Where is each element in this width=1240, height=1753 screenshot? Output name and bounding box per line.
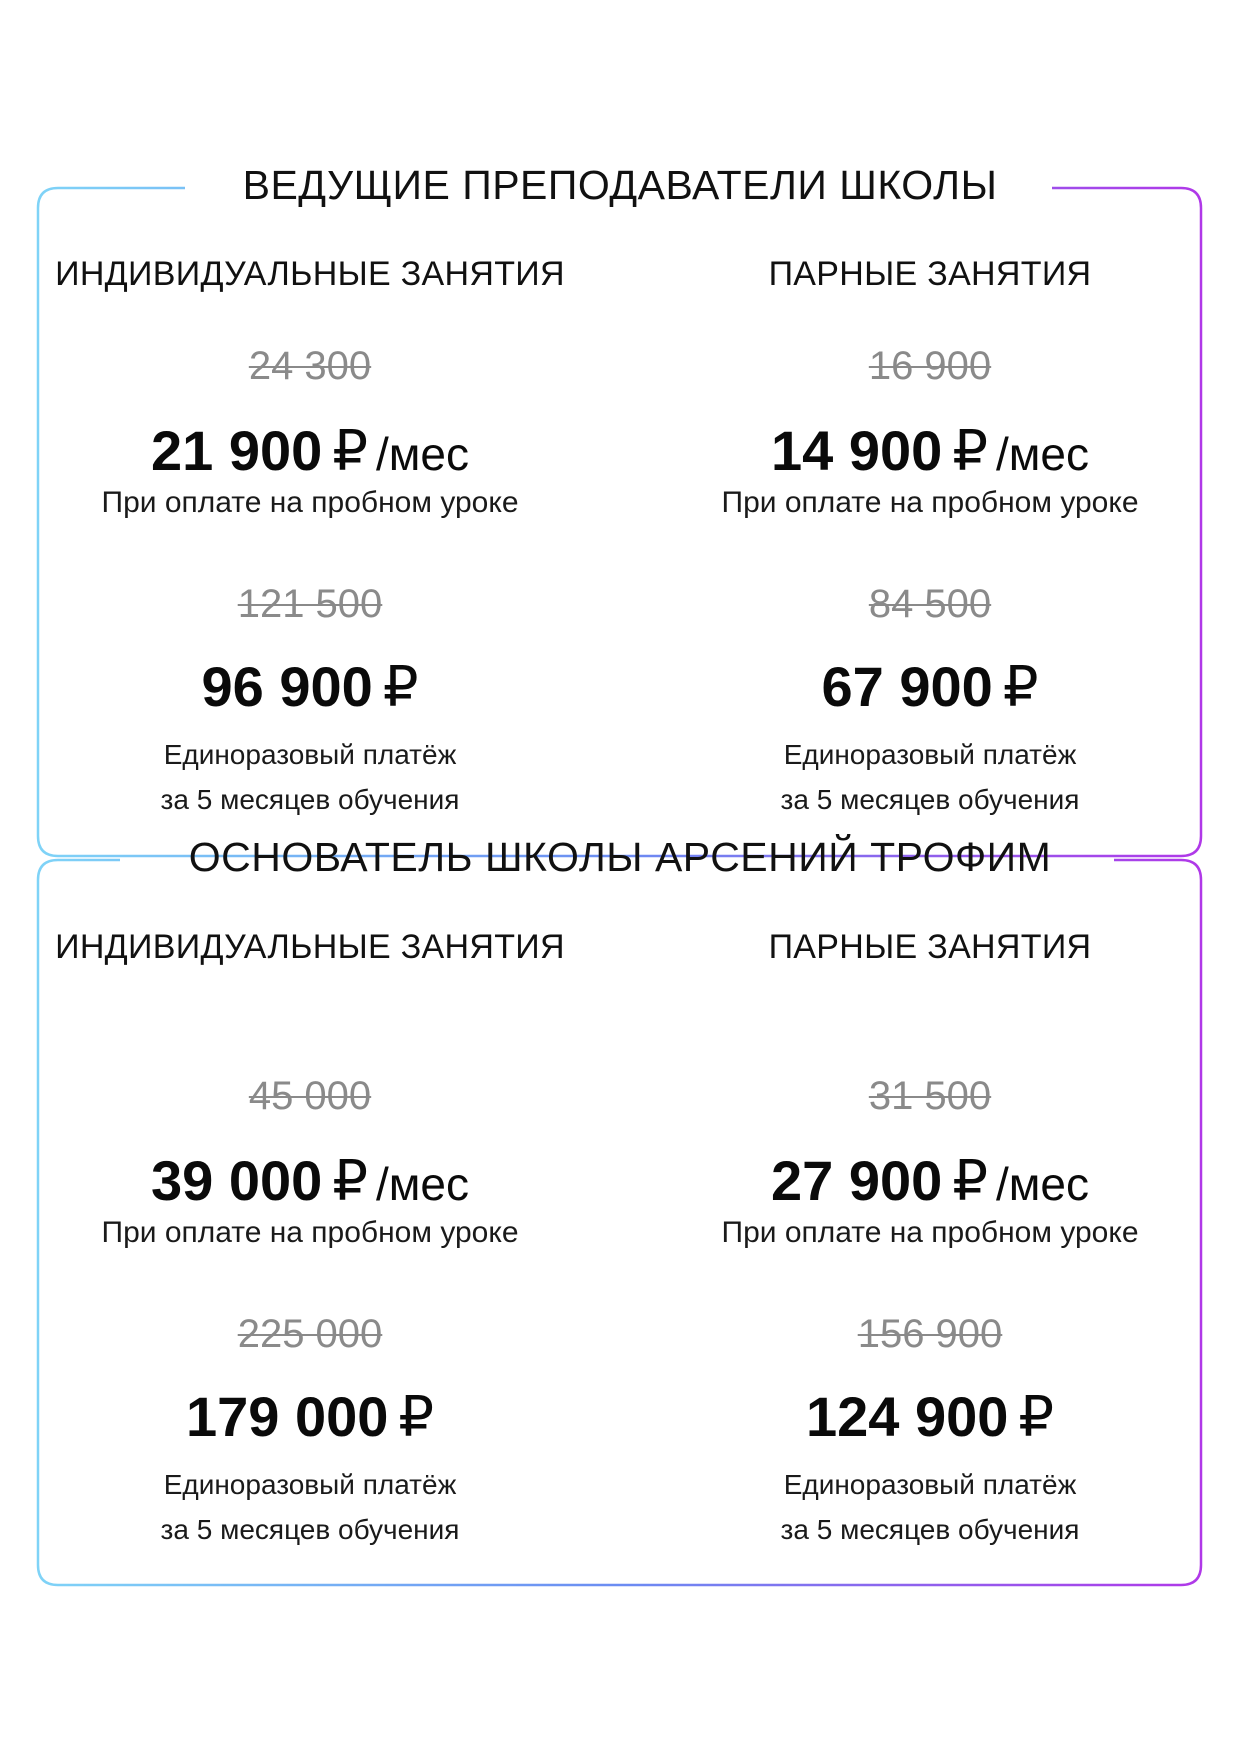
column-heading: ИНДИВИДУАЛЬНЫЕ ЗАНЯТИЯ [55, 255, 565, 293]
price-value: 96 900 [201, 655, 373, 718]
monthly-price [30, 418, 590, 484]
section-title: ОСНОВАТЕЛЬ ШКОЛЫ АРСЕНИЙ ТРОФИМ [188, 834, 1052, 880]
monthly-note: При оплате на пробном уроке [101, 1216, 519, 1249]
currency-sign: ₽ [1018, 1385, 1055, 1448]
currency-sign: ₽ [952, 1149, 988, 1212]
full-note-line-2: за 5 месяцев обучения [160, 784, 460, 815]
full-price [30, 654, 590, 720]
old-full-price: 156 900 [857, 1312, 1003, 1356]
monthly-price [30, 1148, 590, 1214]
price-value: 39 000 [151, 1149, 323, 1212]
old-full-price: 84 500 [868, 582, 992, 626]
per-month: /мес [995, 1158, 1089, 1210]
monthly-price [650, 418, 1210, 484]
currency-sign: ₽ [382, 655, 419, 718]
old-monthly-price: 24 300 [248, 344, 372, 388]
section-title: ВЕДУЩИЕ ПРЕПОДАВАТЕЛИ ШКОЛЫ [242, 162, 998, 208]
full-note-line-2: за 5 месяцев обучения [780, 784, 1080, 815]
full-price [650, 654, 1210, 720]
price-value: 27 900 [771, 1149, 943, 1212]
full-note-line-1: Единоразовый платёж [163, 1469, 457, 1500]
old-full-price: 225 000 [237, 1312, 383, 1356]
currency-sign: ₽ [1002, 655, 1039, 718]
old-monthly-price: 45 000 [248, 1074, 372, 1118]
full-price [30, 1384, 590, 1450]
price-value: 14 900 [771, 419, 943, 482]
per-month: /мес [375, 1158, 469, 1210]
column-heading: ИНДИВИДУАЛЬНЫЕ ЗАНЯТИЯ [55, 928, 565, 966]
price-value: 179 000 [185, 1385, 389, 1448]
currency-sign: ₽ [952, 419, 988, 482]
full-note-line-2: за 5 месяцев обучения [160, 1514, 460, 1545]
currency-sign: ₽ [332, 1149, 368, 1212]
full-price [650, 1384, 1210, 1450]
per-month: /мес [995, 428, 1089, 480]
full-note [30, 1462, 590, 1552]
full-note-line-2: за 5 месяцев обучения [780, 1514, 1080, 1545]
column-heading: ПАРНЫЕ ЗАНЯТИЯ [768, 255, 1092, 293]
price-value: 67 900 [821, 655, 993, 718]
monthly-note: При оплате на пробном уроке [721, 1216, 1139, 1249]
full-note-line-1: Единоразовый платёж [783, 739, 1077, 770]
price-value: 21 900 [151, 419, 323, 482]
full-note [650, 1462, 1210, 1552]
monthly-price [650, 1148, 1210, 1214]
currency-sign: ₽ [398, 1385, 435, 1448]
full-note-line-1: Единоразовый платёж [783, 1469, 1077, 1500]
per-month: /мес [375, 428, 469, 480]
monthly-note: При оплате на пробном уроке [101, 486, 519, 519]
old-monthly-price: 16 900 [868, 344, 992, 388]
full-note-line-1: Единоразовый платёж [163, 739, 457, 770]
old-full-price: 121 500 [237, 582, 383, 626]
monthly-note: При оплате на пробном уроке [721, 486, 1139, 519]
currency-sign: ₽ [332, 419, 368, 482]
column-heading: ПАРНЫЕ ЗАНЯТИЯ [768, 928, 1092, 966]
old-monthly-price: 31 500 [868, 1074, 992, 1118]
price-value: 124 900 [805, 1385, 1009, 1448]
